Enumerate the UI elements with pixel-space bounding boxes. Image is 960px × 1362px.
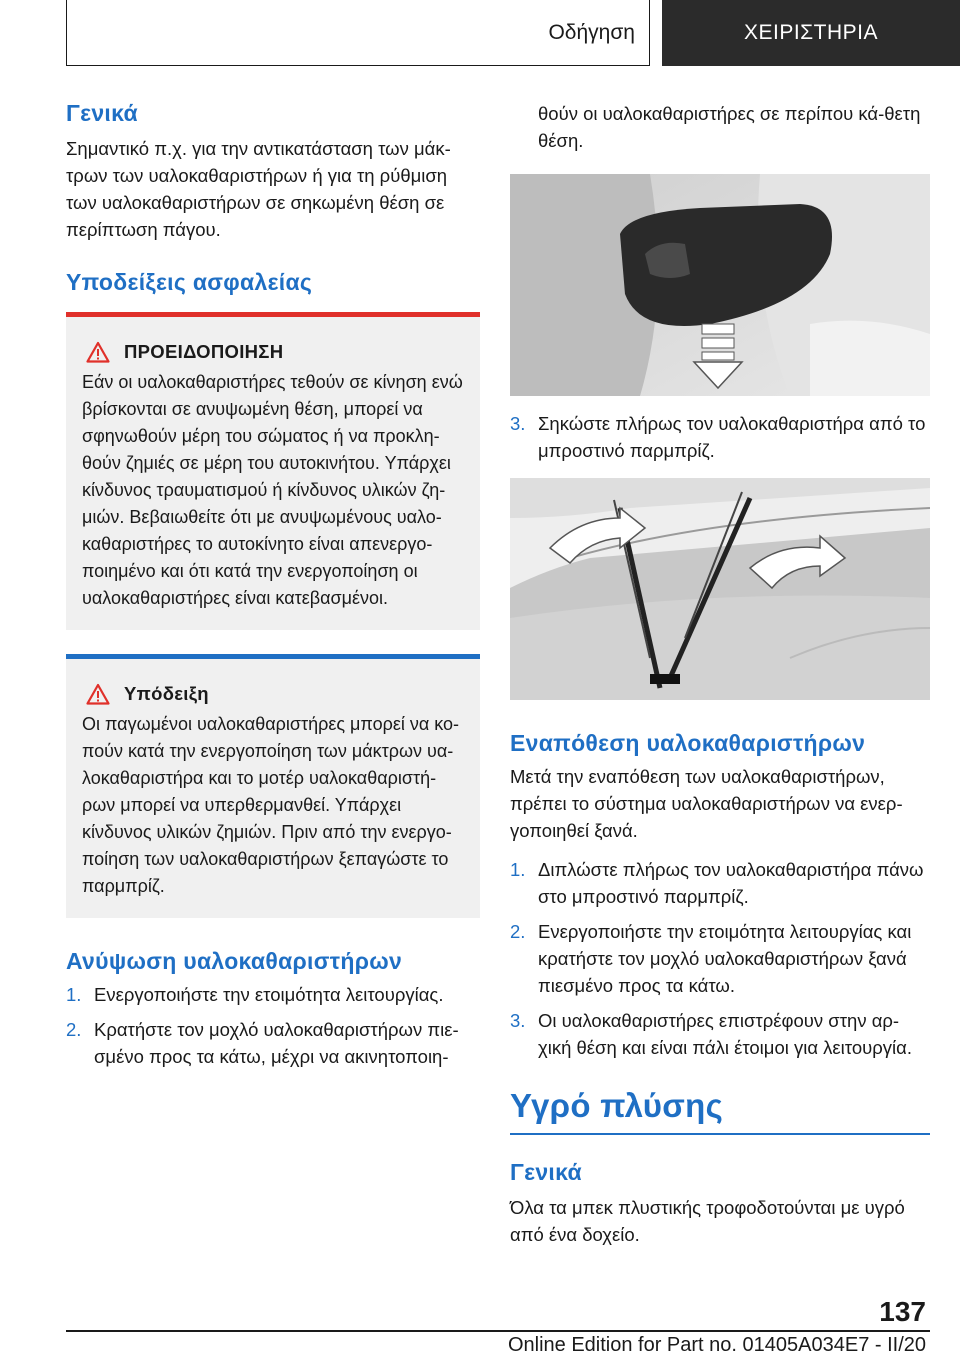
step-number: 1. <box>510 859 526 880</box>
step-number: 1. <box>66 984 82 1005</box>
place-title: Εναπόθεση υαλοκαθαριστήρων <box>510 730 866 756</box>
notice-triangle-icon <box>86 683 110 705</box>
right-column <box>510 100 930 1248</box>
wiper-lever-image <box>510 174 930 396</box>
lift-steps <box>66 981 480 1070</box>
page-number: 137 <box>879 1296 926 1327</box>
warning-title: ΠΡΟΕΙΔΟΠΟΙΗΣΗ <box>124 341 284 362</box>
fluid-title: Υγρό πλύσης <box>510 1087 724 1124</box>
left-column <box>66 100 480 1078</box>
header-tab-controls[interactable]: ΧΕΙΡΙΣΤΗΡΙΑ <box>662 0 960 66</box>
lift-step-3 <box>510 410 930 464</box>
place-text: Μετά την εναπόθεση των υαλοκαθαριστήρων, πρέπει το σύστημα υαλοκαθαριστήρων να ενερ-γοποιηθεί ξανά. <box>510 766 903 841</box>
list-item <box>510 856 930 910</box>
general-text: Σημαντικό π.χ. για την αντικατάσταση των μάκ-τρων των υαλοκαθαριστήρων ή για τη ρύθμιση των υαλοκαθαριστήρων σε σηκωμένη θέση σε περίπτωση πάγου. <box>66 138 451 240</box>
fluid-text: Όλα τα μπεκ πλυστικής τροφοδοτούνται με υγρό από ένα δοχείο. <box>510 1197 905 1245</box>
step-number: 2. <box>510 921 526 942</box>
step-text: Οι υαλοκαθαριστήρες επιστρέφουν στην αρ-χική θέση και είναι πάλι έτοιμοι για λειτουργία. <box>538 1010 912 1058</box>
windshield-illustration <box>510 478 930 700</box>
list-item <box>510 410 930 464</box>
header-tab-driving[interactable]: Οδήγηση <box>548 20 635 44</box>
list-item <box>510 918 930 999</box>
notice-box <box>66 654 480 918</box>
list-item <box>66 1016 480 1070</box>
section-divider <box>510 1133 930 1135</box>
warning-text: Εάν οι υαλοκαθαριστήρες τεθούν σε κίνηση ενώ βρίσκονται σε ανυψωμένη θέση, μπορεί να σφηνωθούν μέρη του σώματος ή να προκλη-θούν ζημιές σε μέρη του αυτοκινήτου. Υπάρχει κίνδυνος τραυματισμού ή κίνδυνος υλικών ζη-μιών. Βεβαιωθείτε ότι με ανυψωμένους υαλο-καθαριστήρες το αυτοκίνητο είναι απενεργο-ποιημένο και ότι κατά την ενεργοποίηση οι υαλοκαθαριστήρες είναι κατεβασμένοι. <box>82 372 463 608</box>
place-steps <box>510 856 930 1061</box>
step-number: 3. <box>510 1010 526 1031</box>
list-item <box>510 1007 930 1061</box>
general-title: Γενικά <box>66 100 138 126</box>
step-number: 2. <box>66 1019 82 1040</box>
notice-title: Υπόδειξη <box>124 683 209 704</box>
step-text: Ενεργοποιήστε την ετοιμότητα λειτουργίας και κρατήστε τον μοχλό υαλοκαθαριστήρων ξανά πιεσμένο προς τα κάτω. <box>538 921 912 996</box>
list-item <box>66 981 480 1008</box>
step-number: 3. <box>510 413 526 434</box>
windshield-wipers-image <box>510 478 930 700</box>
footer-edition: Online Edition for Part no. 01405A034E7 - II/20 <box>507 1334 926 1356</box>
step-text: Κρατήστε τον μοχλό υαλοκαθαριστήρων πιε-σμένο προς τα κάτω, μέχρι να ακινητοποιη- <box>94 1019 459 1067</box>
header-left-box <box>66 0 650 66</box>
warning-box <box>66 312 480 630</box>
footer-divider <box>66 1330 930 1332</box>
step-text: Διπλώστε πλήρως τον υαλοκαθαριστήρα πάνω στο μπροστινό παρμπρίζ. <box>538 859 924 907</box>
continued-text: θούν οι υαλοκαθαριστήρες σε περίπου κά-θετη θέση. <box>538 103 921 151</box>
step-text: Σηκώστε πλήρως τον υαλοκαθαριστήρα από το μπροστινό παρμπρίζ. <box>538 413 926 461</box>
lift-title: Ανύψωση υαλοκαθαριστήρων <box>66 948 403 974</box>
lever-illustration <box>510 174 930 396</box>
step-text: Ενεργοποιήστε την ετοιμότητα λειτουργίας. <box>94 984 444 1005</box>
notice-text: Οι παγωμένοι υαλοκαθαριστήρες μπορεί να κο-πούν κατά την ενεργοποίηση των μάκτρων υα-λοκαθαριστήρα και το μοτέρ υαλοκαθαριστή-ρων μπορεί να υπερθερμανθεί. Υπάρχει κίνδυνος υλικών ζημιών. Πριν από την ενεργο-ποίηση των υαλοκαθαριστήρων ξεπαγώστε το παρμπρίζ. <box>82 714 460 896</box>
warning-triangle-icon <box>86 341 110 363</box>
fluid-general-title: Γενικά <box>510 1159 582 1185</box>
safety-title: Υποδείξεις ασφαλείας <box>66 269 313 295</box>
